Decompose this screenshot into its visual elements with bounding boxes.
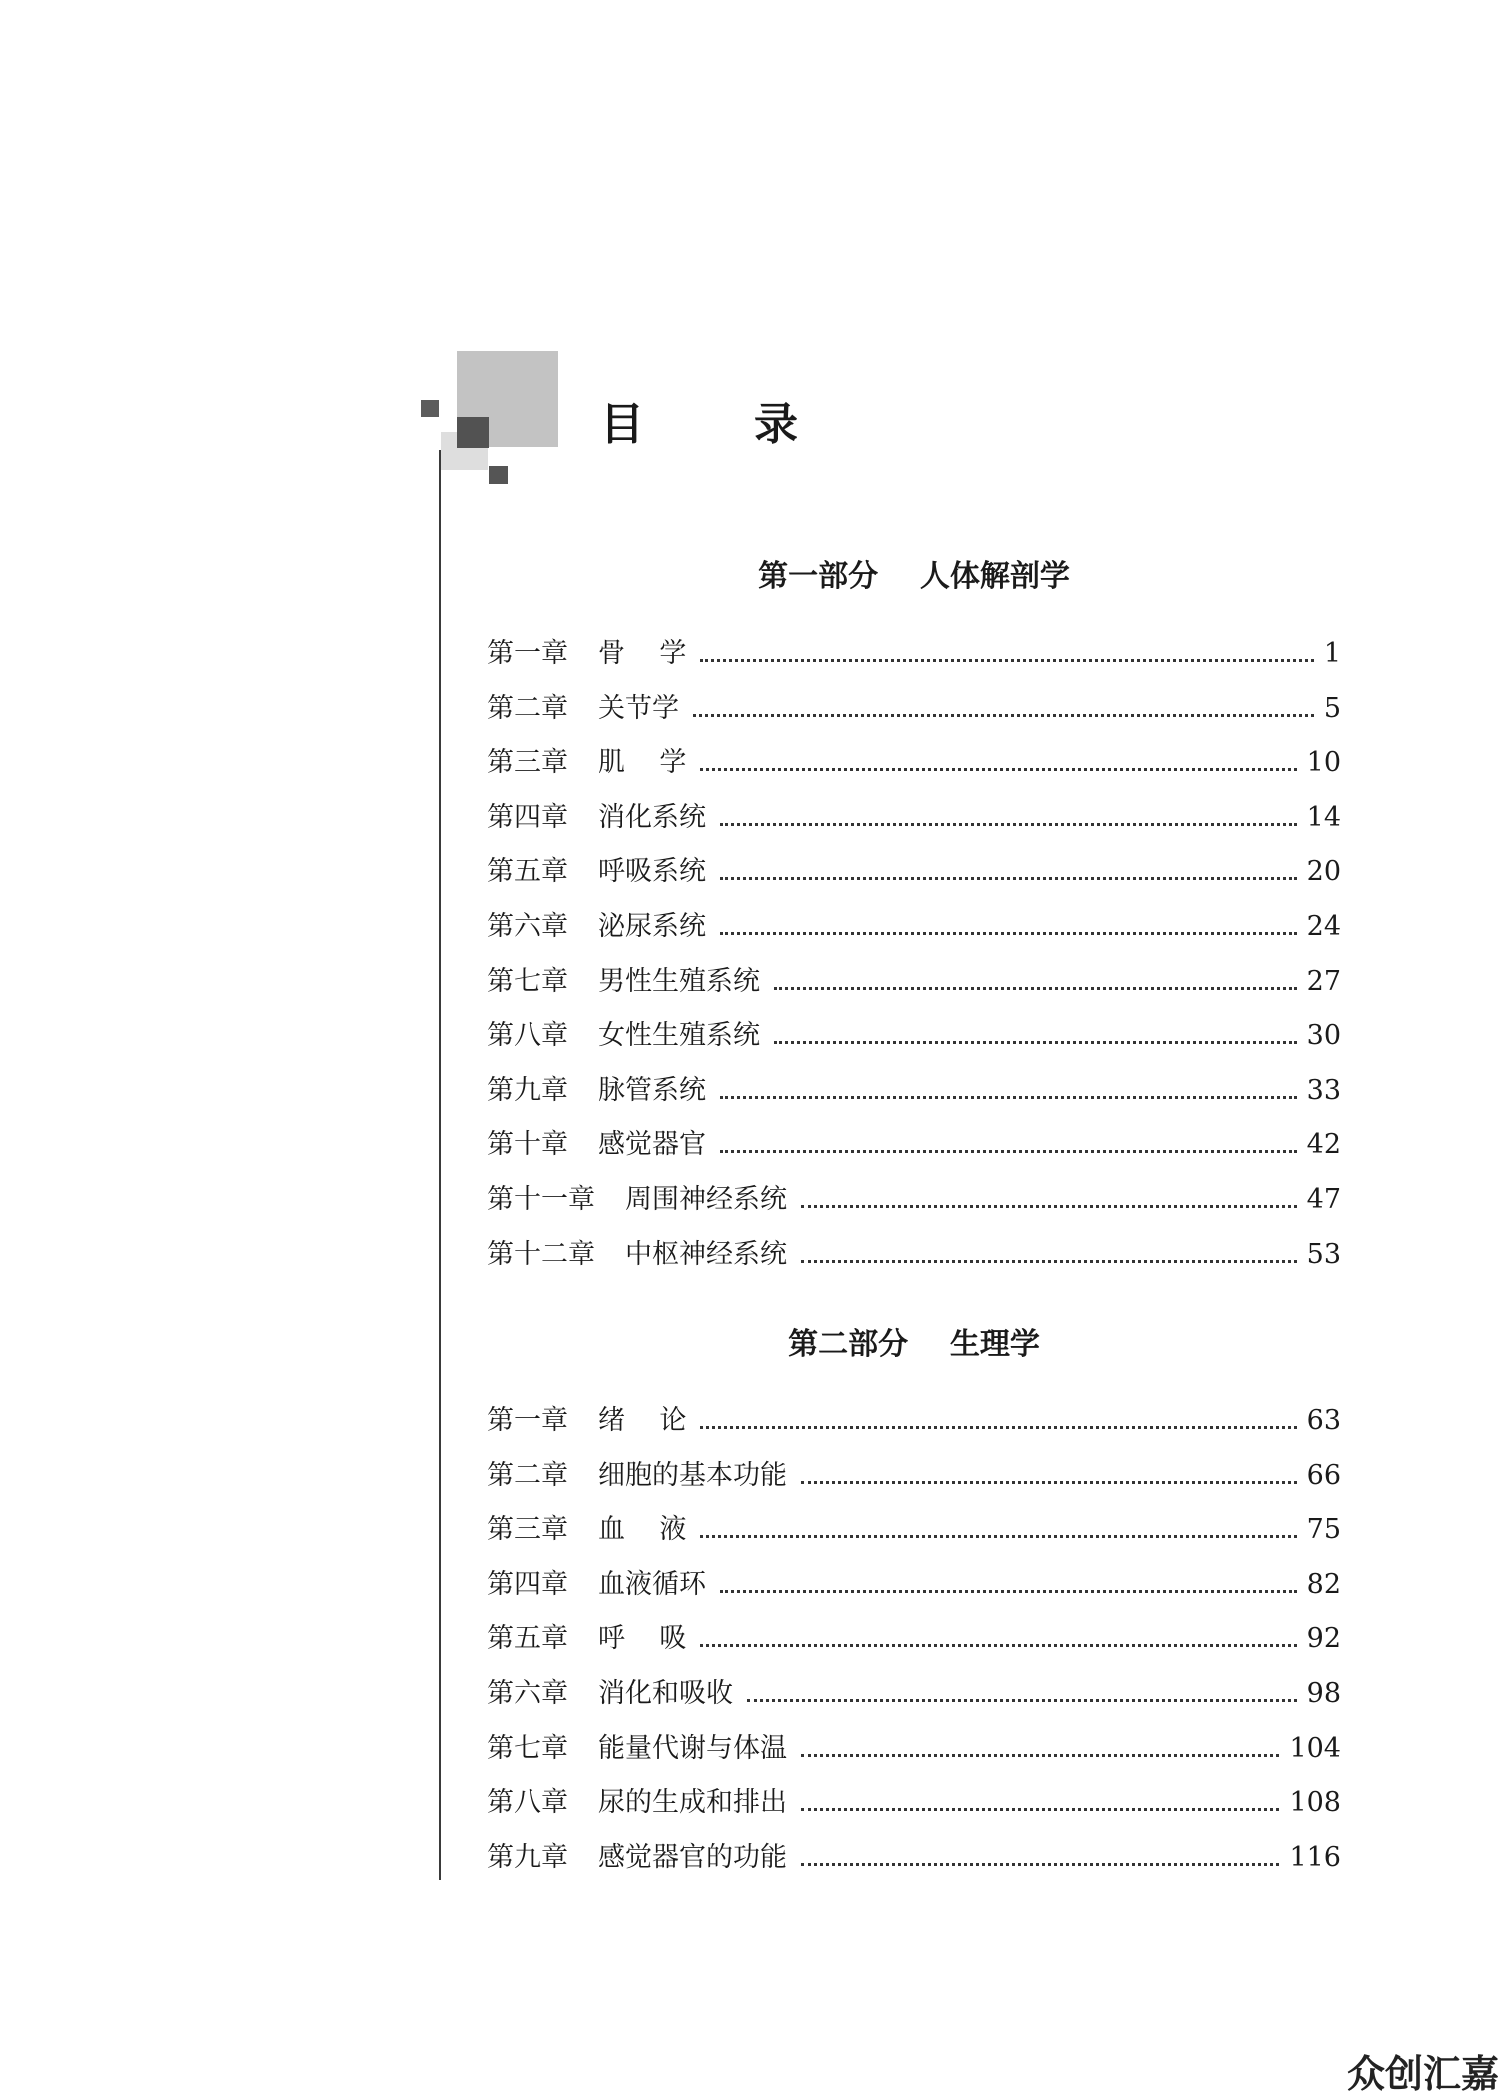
toc-entry xyxy=(487,1398,1341,1453)
chapter-number: 第一章 xyxy=(487,638,568,669)
toc-entry xyxy=(487,1726,1341,1781)
chapter-title: 血液循环 xyxy=(598,1568,706,1600)
dot-leader xyxy=(700,1644,1296,1647)
toc-list xyxy=(487,631,1341,1286)
chapter-title: 感觉器官 xyxy=(598,1129,706,1161)
chapter-number: 第八章 xyxy=(487,1020,568,1052)
toc-entry xyxy=(487,1671,1341,1726)
page-number: 10 xyxy=(1306,747,1341,779)
toc-entry xyxy=(487,1232,1341,1287)
chapter-title: 肌 学 xyxy=(598,747,687,779)
chapter-number: 第十一章 xyxy=(487,1183,595,1215)
toc-entry xyxy=(487,849,1341,904)
chapter-title: 呼吸系统 xyxy=(598,856,706,888)
chapter-number: 第十二章 xyxy=(487,1238,595,1270)
chapter-number: 第二章 xyxy=(487,1459,568,1491)
chapter-number: 第六章 xyxy=(487,910,568,942)
chapter-number: 第九章 xyxy=(487,1074,568,1106)
dot-leader xyxy=(720,1096,1297,1099)
dot-leader xyxy=(700,1426,1296,1429)
chapter-title: 女性生殖系统 xyxy=(598,1020,760,1052)
page-number: 75 xyxy=(1306,1514,1341,1546)
page-number: 30 xyxy=(1306,1020,1341,1052)
decorative-square-small xyxy=(489,466,508,484)
toc-entry xyxy=(487,1013,1341,1068)
page-number: 27 xyxy=(1306,965,1341,997)
chapter-number: 第七章 xyxy=(487,1732,568,1764)
chapter-title: 脉管系统 xyxy=(598,1074,706,1106)
chapter-number: 第十章 xyxy=(487,1129,568,1161)
dot-leader xyxy=(774,1041,1297,1044)
page-number: 20 xyxy=(1306,856,1341,888)
toc-entry xyxy=(487,1177,1341,1232)
chapter-title: 泌尿系统 xyxy=(598,910,706,942)
chapter-number: 第三章 xyxy=(487,1514,568,1546)
decorative-square-tiny xyxy=(421,400,439,417)
page-number: 33 xyxy=(1306,1074,1341,1106)
toc-entry xyxy=(487,1616,1341,1671)
dot-leader xyxy=(700,1535,1296,1538)
page-number: 47 xyxy=(1306,1183,1341,1215)
chapter-title: 周围神经系统 xyxy=(625,1183,787,1215)
chapter-title: 消化和吸收 xyxy=(598,1677,733,1709)
vertical-rule xyxy=(439,450,441,1880)
chapter-title: 关节学 xyxy=(598,692,679,724)
toc-entry xyxy=(487,904,1341,959)
toc-entry xyxy=(487,686,1341,741)
page-number: 1 xyxy=(1323,638,1341,669)
dot-leader xyxy=(801,1260,1297,1263)
page-number: 66 xyxy=(1306,1459,1341,1491)
page-number: 5 xyxy=(1323,692,1341,724)
dot-leader xyxy=(801,1863,1279,1866)
dot-leader xyxy=(720,1150,1297,1153)
toc-entry xyxy=(487,740,1341,795)
chapter-title: 男性生殖系统 xyxy=(598,965,760,997)
page-number: 42 xyxy=(1306,1129,1341,1161)
chapter-number: 第五章 xyxy=(487,1623,568,1655)
decorative-square-dark xyxy=(457,417,489,448)
dot-leader xyxy=(801,1754,1279,1757)
dot-leader xyxy=(720,823,1297,826)
dot-leader xyxy=(774,987,1297,990)
chapter-number: 第八章 xyxy=(487,1787,568,1819)
toc-title: 目录 xyxy=(600,399,908,450)
page-number: 14 xyxy=(1306,801,1341,833)
toc-list xyxy=(487,1398,1341,1889)
chapter-number: 第七章 xyxy=(487,965,568,997)
page-number: 116 xyxy=(1289,1841,1341,1873)
chapter-title: 能量代谢与体温 xyxy=(598,1732,787,1764)
chapter-number: 第九章 xyxy=(487,1841,568,1873)
toc-entry xyxy=(487,1453,1341,1508)
dot-leader xyxy=(693,714,1314,717)
dot-leader xyxy=(801,1481,1297,1484)
dot-leader xyxy=(801,1808,1279,1811)
chapter-number: 第二章 xyxy=(487,692,568,724)
page-number: 104 xyxy=(1289,1732,1341,1764)
toc-entry xyxy=(487,1562,1341,1617)
chapter-number: 第三章 xyxy=(487,747,568,779)
chapter-number: 第四章 xyxy=(487,1568,568,1600)
chapter-title: 消化系统 xyxy=(598,801,706,833)
toc-entry xyxy=(487,1780,1341,1835)
part-heading: 第一部分 人体解剖学 xyxy=(758,559,1070,594)
page-number: 98 xyxy=(1306,1677,1341,1709)
toc-entry xyxy=(487,1507,1341,1562)
chapter-title: 细胞的基本功能 xyxy=(598,1459,787,1491)
dot-leader xyxy=(720,1590,1297,1593)
page-number: 24 xyxy=(1306,910,1341,942)
watermark-logo: 众创汇嘉 xyxy=(1347,2052,1500,2096)
chapter-title: 呼 吸 xyxy=(598,1623,687,1655)
toc-entry xyxy=(487,631,1341,686)
chapter-title: 骨 学 xyxy=(598,638,687,669)
chapter-number: 第六章 xyxy=(487,1677,568,1709)
dot-leader xyxy=(720,877,1297,880)
toc-entry xyxy=(487,1122,1341,1177)
page-number: 92 xyxy=(1306,1623,1341,1655)
toc-entry xyxy=(487,1835,1341,1890)
dot-leader xyxy=(801,1205,1297,1208)
chapter-title: 尿的生成和排出 xyxy=(598,1787,787,1819)
dot-leader xyxy=(700,659,1313,662)
chapter-title: 感觉器官的功能 xyxy=(598,1841,787,1873)
dot-leader xyxy=(720,932,1297,935)
page-number: 53 xyxy=(1306,1238,1341,1270)
toc-entry xyxy=(487,959,1341,1014)
chapter-number: 第五章 xyxy=(487,856,568,888)
page-number: 82 xyxy=(1306,1568,1341,1600)
chapter-title: 绪 论 xyxy=(598,1405,687,1436)
dot-leader xyxy=(747,1699,1297,1702)
toc-entry xyxy=(487,1068,1341,1123)
part-heading: 第二部分 生理学 xyxy=(788,1327,1040,1362)
chapter-number: 第四章 xyxy=(487,801,568,833)
dot-leader xyxy=(700,768,1296,771)
chapter-title: 中枢神经系统 xyxy=(625,1238,787,1270)
chapter-title: 血 液 xyxy=(598,1514,687,1546)
page-number: 63 xyxy=(1306,1405,1341,1436)
toc-entry xyxy=(487,795,1341,850)
page-number: 108 xyxy=(1289,1787,1341,1819)
chapter-number: 第一章 xyxy=(487,1405,568,1436)
